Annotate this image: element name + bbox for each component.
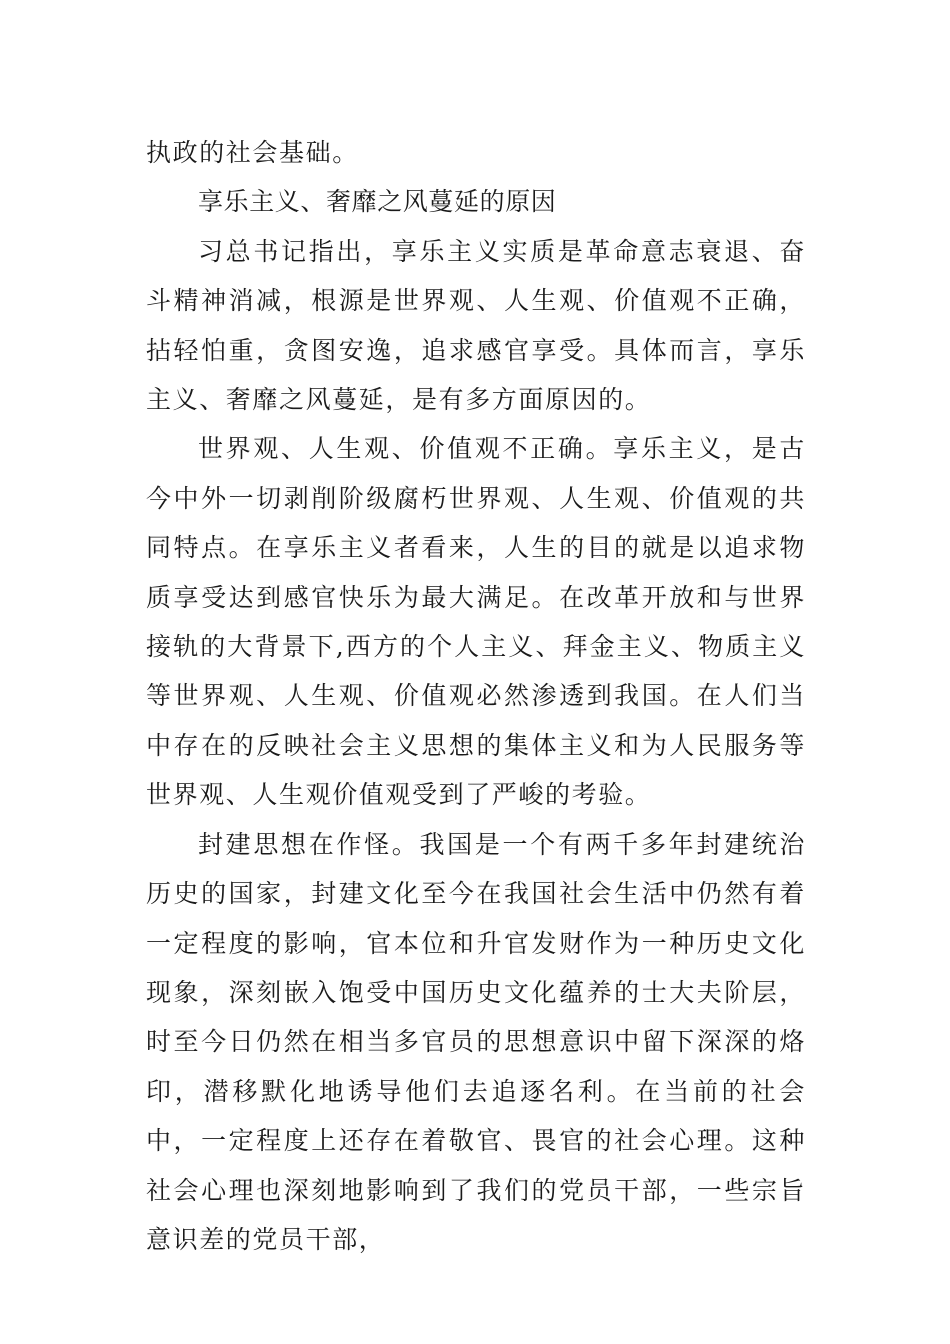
document-body [146, 128, 806, 1264]
section-heading: 享乐主义、奢靡之风蔓延的原因 [198, 187, 557, 217]
paragraph-feudal-thought: 封建思想在作怪。我国是一个有两千多年封建统治历史的国家，封建文化至今在我国社会生活中仍然有着一定程度的影响，官本位和升官发财作为一种历史文化现象，深刻嵌入饱受中国历史文化蕴养的士大夫阶层，时至今日仍然在相当多官员的思想意识中留下深深的烙印，潜移默化地诱导他们去追逐名利。在当前的社会中，一定程度上还存在着敬官、畏官的社会心理。这种社会心理也深刻地影响到了我们的党员干部，一些宗旨意识差的党员干部， [146, 829, 806, 1254]
paragraph-hedonism-essence: 习总书记指出，享乐主义实质是革命意志衰退、奋斗精神消减，根源是世界观、人生观、价值观不正确，拈轻怕重，贪图安逸，追求感官享受。具体而言，享乐主义、奢靡之风蔓延，是有多方面原因的。 [146, 236, 806, 415]
continuation-paragraph: 执政的社会基础。 [146, 138, 359, 167]
paragraph-worldview: 世界观、人生观、价值观不正确。享乐主义，是古今中外一切剥削阶级腐朽世界观、人生观、价值观的共同特点。在享乐主义者看来，人生的目的就是以追求物质享受达到感官快乐为最大满足。在改革开放和与世界接轨的大背景下,西方的个人主义、拜金主义、物质主义等世界观、人生观、价值观必然渗透到我国。在人们当中存在的反映社会主义思想的集体主义和为人民服务等世界观、人生观价值观受到了严峻的考验。 [146, 434, 806, 810]
